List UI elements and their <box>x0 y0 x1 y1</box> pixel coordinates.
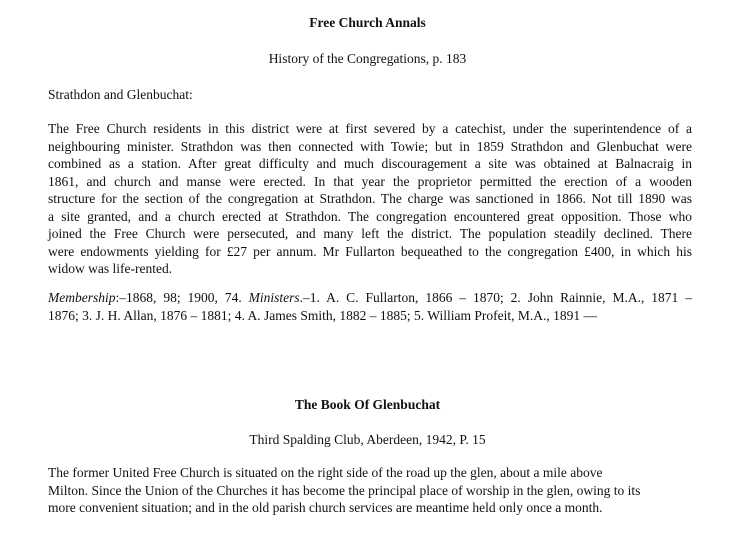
paragraph-line: joined the Free Church were persecuted, and many left the district. The population steadily declined. There <box>48 226 692 241</box>
paragraph-line: combined as a station. After great difficulty and much discouragement a site was obtained at Balnacraig in <box>48 156 692 171</box>
paragraph-line: widow was life-rented. <box>48 261 173 276</box>
section2-title: The Book Of Glenbuchat <box>294 397 441 412</box>
membership-line <box>48 289 692 307</box>
section1-heading: Strathdon and Glenbuchat: <box>48 87 193 102</box>
paragraph-line: The former United Free Church is situated on the right side of the road up the glen, about a mile above <box>48 465 603 480</box>
paragraph-line: were endowments yielding for £27 per annum. Mr Fullarton bequeathed to the congregation £400, in which his <box>48 243 692 259</box>
membership-ministers-paragraph <box>48 289 692 324</box>
ministers-text-line1: .–1. A. C. Fullarton, 1866 – 1870; 2. John Rainnie, M.A., 1871 – <box>299 290 692 305</box>
paragraph-line: 1861, and church and manse were erected. In that year the proprietor permitted the erection of a wooden <box>48 173 692 189</box>
paragraph-line: more convenient situation; and in the old parish church services are meantime held only once a month. <box>48 500 603 515</box>
membership-text: :–1868, 98; 1900, 74. <box>115 290 249 305</box>
section2-paragraph <box>48 464 698 517</box>
paragraph-line: a site granted, and a church erected at Strathdon. The congregation encountered great opposition. Those who <box>48 208 692 224</box>
section1-subtitle: History of the Congregations, p. 183 <box>268 51 467 66</box>
section1-paragraph <box>48 120 692 278</box>
paragraph-line: Milton. Since the Union of the Churches it has become the principal place of worship in the glen, owing to its <box>48 482 641 498</box>
paragraph-line: structure for the section of the congregation at Strathdon. The charge was sanctioned in 1866. Not till 1890 was <box>48 191 692 206</box>
section2-subtitle: Third Spalding Club, Aberdeen, 1942, P. 15 <box>249 432 486 447</box>
ministers-label: Ministers <box>248 290 300 305</box>
section1-title: Free Church Annals <box>309 15 426 30</box>
membership-label: Membership <box>48 290 116 305</box>
paragraph-line: neighbouring minister. Strathdon was then connected with Towie; but in 1859 Strathdon and Glenbuchat were <box>48 138 692 154</box>
paragraph-line: The Free Church residents in this district were at first severed by a catechist, under the superintendence of a <box>48 121 692 136</box>
ministers-line: 1876; 3. J. H. Allan, 1876 – 1881; 4. A. James Smith, 1882 – 1885; 5. William Profeit, M.A., 1891 — <box>48 307 597 323</box>
